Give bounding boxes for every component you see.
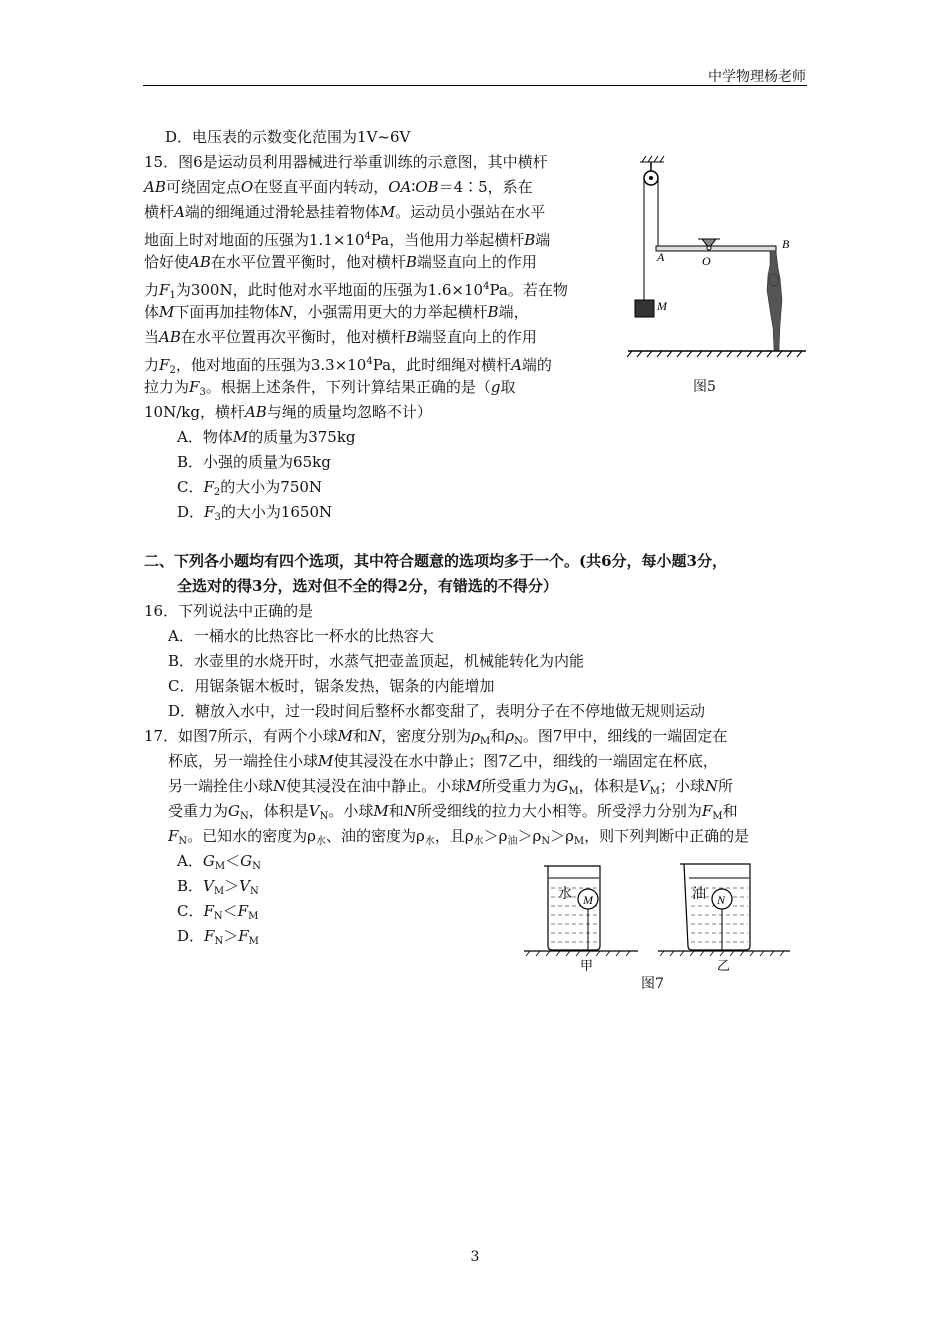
q15-line-3: 横杆A端的细绳通过滑轮悬挂着物体M。运动员小强站在水平 xyxy=(144,203,546,221)
figure5-caption: 图5 xyxy=(693,379,716,395)
q15-line-7: 体M下面再加挂物体N，小强需用更大的力举起横杆B端， xyxy=(144,303,529,321)
q17-line-2: 杯底，另一端拴住小球M使其浸没在水中静止；图7乙中，细线的一端固定在杯底， xyxy=(168,752,718,770)
q17-option-b: B．$V_M>V_N$ xyxy=(177,877,259,897)
section2-heading-line2: 全选对的得3分，选对但不全的得2分，有错选的不得分） xyxy=(177,577,558,595)
q15-line-4: 地面上时对地面的压强为$1.1\times 10^4Pa$，当他用力举起横杆B端 xyxy=(144,231,551,249)
q17-line-3: 另一端拴住小球N使其浸没在油中静止。小球M所受重力为$G_M$，体积是$V_M$；小球N所 xyxy=(168,777,734,797)
q15-option-c: C．$F_2$的大小为750N xyxy=(177,478,323,498)
q15-line-8: 当AB在水平位置再次平衡时，他对横杆B端竖直向上的作用 xyxy=(144,328,537,346)
fig5-label-b: B xyxy=(782,237,790,251)
header-title: 中学物理杨老师 xyxy=(708,69,806,85)
q15-line-6: 力$F_1$为300N，此时他对水平地面的压强为$1.6\times 10^4Pa$。若在物 xyxy=(144,281,568,301)
beaker-water-icon xyxy=(544,866,600,950)
fig5-label-a: A xyxy=(657,250,665,264)
q15-line-2: AB可绕固定点O在竖直平面内转动，OA∶OB＝4∶5，系在 xyxy=(144,178,533,196)
q15-line-9: 力$F_2$，他对地面的压强为$3.3\times 10^4Pa$，此时细绳对横杆A端的 xyxy=(144,356,552,376)
q17-option-a: A．$G_M<G_N$ xyxy=(177,852,261,872)
fig7-liquid-water: 水 xyxy=(558,886,572,902)
athlete-figure-icon xyxy=(767,251,782,350)
q16-option-a: A．一桶水的比热容比一杯水的比热容大 xyxy=(168,627,434,645)
fig7-liquid-oil: 油 xyxy=(692,886,706,902)
q17-line-4: 受重力为$G_N$，体积是$V_N$。小球M和N所受细线的拉力大小相等。所受浮力分别为$F_M$和 xyxy=(168,802,738,822)
page-number: 3 xyxy=(470,1249,480,1265)
fig7-label-right: 乙 xyxy=(717,959,731,974)
ground-hatch-icon xyxy=(627,351,802,357)
table-hatch-icon xyxy=(526,951,784,956)
section2-heading-line1: 二、下列各小题均有四个选项，其中符合题意的选项均多于一个。(共6分，每小题3分， xyxy=(144,552,727,570)
beakers-figure xyxy=(520,858,810,978)
fig7-label-left: 甲 xyxy=(580,959,594,974)
q15-line-11: 10N/kg，横杆AB与绳的质量均忽略不计） xyxy=(144,403,432,421)
q17-option-c: C．$F_N<F_M$ xyxy=(177,902,259,922)
fig5-label-m: M xyxy=(657,299,667,313)
q15-option-d: D．$F_3$的大小为1650N xyxy=(177,503,333,523)
q14-option-d: D．电压表的示数变化范围为1V~6V xyxy=(165,128,411,146)
header-rule xyxy=(143,85,807,86)
q15-option-b: B．小强的质量为65kg xyxy=(177,453,331,471)
q16-option-c: C．用锯条锯木板时，锯条发热，锯条的内能增加 xyxy=(168,677,495,695)
q15-line-10: 拉力为$F_3$。根据上述条件，下列计算结果正确的是（g取 xyxy=(144,378,516,398)
fig7-ball-m-label: M xyxy=(583,893,593,907)
q16-stem: 16．下列说法中正确的是 xyxy=(144,602,314,620)
ceiling-hatch-icon xyxy=(640,156,664,162)
q15-option-a: A．物体M的质量为375kg xyxy=(177,428,356,446)
q16-option-b: B．水壶里的水烧开时，水蒸气把壶盖顶起，机械能转化为内能 xyxy=(168,652,585,670)
q17-line-1: 17．如图7所示，有两个小球M和N，密度分别为$\rho_M$和$\rho_N$。图7甲中，细线的一端固定在 xyxy=(144,727,728,747)
lever-figure xyxy=(620,150,810,365)
lever-bar xyxy=(656,246,776,251)
fig5-label-o: O xyxy=(702,254,711,268)
q17-line-5: $F_N$。已知水的密度为$\rho_水$、油的密度为$\rho_水$，且$\rho_水>\rho_油>\rho_N>\rho_M$，则下列判断中正确的是 xyxy=(168,827,750,847)
q15-line-1: 15．图6是运动员利用器械进行举重训练的示意图，其中横杆 xyxy=(144,153,548,171)
weight-m-icon xyxy=(635,300,654,317)
q17-option-d: D．$F_N>F_M$ xyxy=(177,927,259,947)
beaker-oil-icon xyxy=(680,864,750,950)
q16-option-d: D．糖放入水中，过一段时间后整杯水都变甜了，表明分子在不停地做无规则运动 xyxy=(168,702,706,720)
figure7-caption: 图7 xyxy=(641,976,664,992)
fig7-ball-n-label: N xyxy=(717,893,726,907)
q15-line-5: 恰好使AB在水平位置平衡时，他对横杆B端竖直向上的作用 xyxy=(144,253,537,271)
